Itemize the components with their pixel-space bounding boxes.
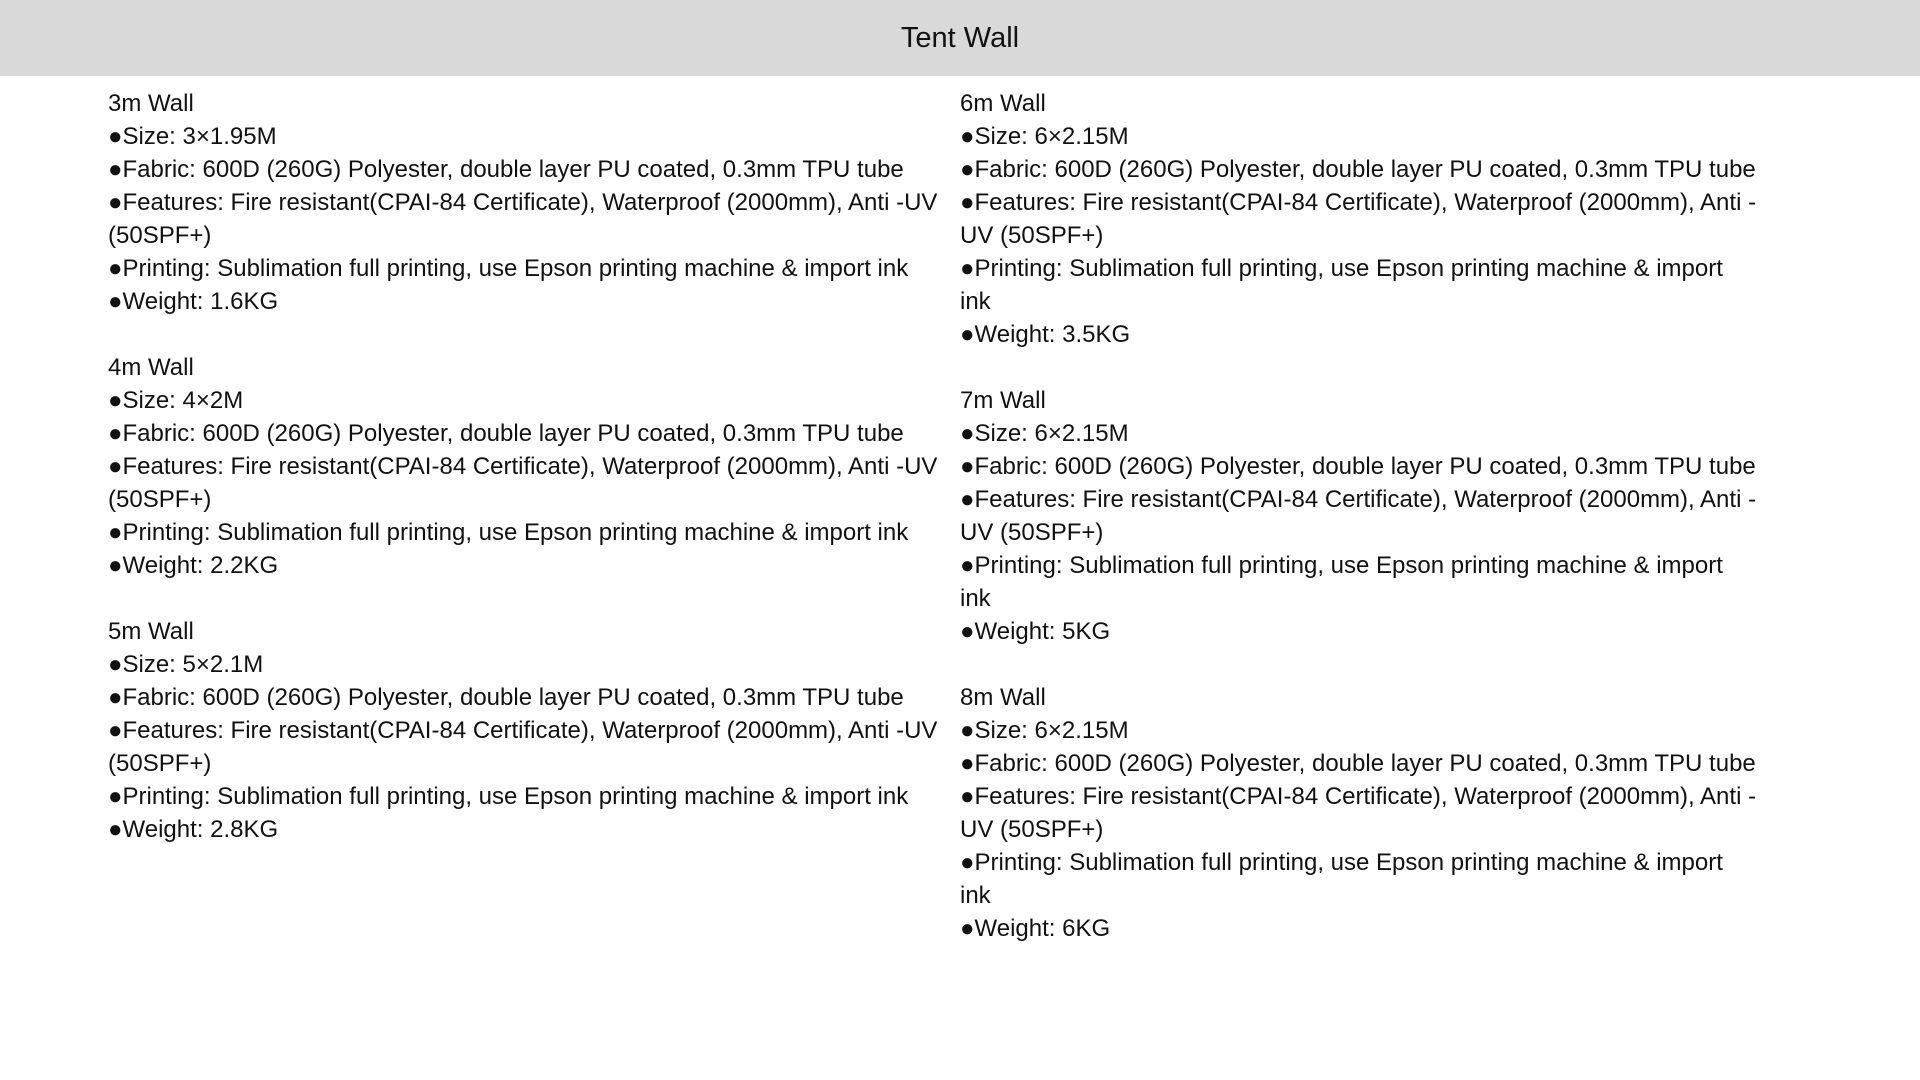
- weight-spec: ●Weight: 2.8KG: [108, 816, 279, 843]
- weight-spec: ●Weight: 3.5KG: [960, 321, 1131, 348]
- fabric-spec: ●Fabric: 600D (260G) Polyester, double layer PU coated, 0.3mm TPU tube: [108, 684, 904, 711]
- header-bar: [0, 0, 1920, 76]
- printing-spec: ●Printing: Sublimation full printing, use Epson printing machine & import ink: [960, 552, 1723, 612]
- printing-spec: ●Printing: Sublimation full printing, use Epson printing machine & import ink: [960, 849, 1723, 909]
- size-spec: ●Size: 6×2.15M: [960, 717, 1129, 744]
- fabric-spec: ●Fabric: 600D (260G) Polyester, double layer PU coated, 0.3mm TPU tube: [960, 156, 1756, 183]
- features-spec: ●Features: Fire resistant(CPAI-84 Certificate), Waterproof (2000mm), Anti -UV (50SPF+): [960, 189, 1757, 249]
- wall-title: 8m Wall: [960, 684, 1046, 711]
- wall-spec-6m: [960, 87, 1760, 351]
- size-spec: ●Size: 4×2M: [108, 387, 244, 414]
- wall-title: 6m Wall: [960, 90, 1046, 117]
- printing-spec: ●Printing: Sublimation full printing, use Epson printing machine & import ink: [108, 519, 909, 546]
- weight-spec: ●Weight: 6KG: [960, 915, 1111, 942]
- printing-spec: ●Printing: Sublimation full printing, use Epson printing machine & import ink: [960, 255, 1723, 315]
- fabric-spec: ●Fabric: 600D (260G) Polyester, double layer PU coated, 0.3mm TPU tube: [960, 750, 1756, 777]
- features-spec: ●Features: Fire resistant(CPAI-84 Certificate), Waterproof (2000mm), Anti -UV (50SPF+): [960, 783, 1757, 843]
- weight-spec: ●Weight: 1.6KG: [108, 288, 279, 315]
- left-column: [108, 87, 948, 879]
- features-spec: ●Features: Fire resistant(CPAI-84 Certificate), Waterproof (2000mm), Anti -UV (50SPF+): [108, 453, 938, 513]
- wall-title: 5m Wall: [108, 618, 194, 645]
- weight-spec: ●Weight: 5KG: [960, 618, 1111, 645]
- wall-spec-5m: [108, 615, 948, 846]
- wall-title: 3m Wall: [108, 90, 194, 117]
- weight-spec: ●Weight: 2.2KG: [108, 552, 279, 579]
- size-spec: ●Size: 3×1.95M: [108, 123, 277, 150]
- fabric-spec: ●Fabric: 600D (260G) Polyester, double layer PU coated, 0.3mm TPU tube: [960, 453, 1756, 480]
- printing-spec: ●Printing: Sublimation full printing, use Epson printing machine & import ink: [108, 255, 909, 282]
- wall-title: 7m Wall: [960, 387, 1046, 414]
- size-spec: ●Size: 6×2.15M: [960, 420, 1129, 447]
- features-spec: ●Features: Fire resistant(CPAI-84 Certificate), Waterproof (2000mm), Anti -UV (50SPF+): [960, 486, 1757, 546]
- wall-spec-3m: [108, 87, 948, 318]
- size-spec: ●Size: 6×2.15M: [960, 123, 1129, 150]
- right-column: [960, 87, 1760, 978]
- size-spec: ●Size: 5×2.1M: [108, 651, 264, 678]
- page-title: Tent Wall: [900, 21, 1020, 54]
- fabric-spec: ●Fabric: 600D (260G) Polyester, double layer PU coated, 0.3mm TPU tube: [108, 420, 904, 447]
- wall-title: 4m Wall: [108, 354, 194, 381]
- features-spec: ●Features: Fire resistant(CPAI-84 Certificate), Waterproof (2000mm), Anti -UV (50SPF+): [108, 189, 938, 249]
- wall-spec-8m: [960, 681, 1760, 945]
- features-spec: ●Features: Fire resistant(CPAI-84 Certificate), Waterproof (2000mm), Anti -UV (50SPF+): [108, 717, 938, 777]
- wall-spec-4m: [108, 351, 948, 582]
- wall-spec-7m: [960, 384, 1760, 648]
- printing-spec: ●Printing: Sublimation full printing, use Epson printing machine & import ink: [108, 783, 909, 810]
- fabric-spec: ●Fabric: 600D (260G) Polyester, double layer PU coated, 0.3mm TPU tube: [108, 156, 904, 183]
